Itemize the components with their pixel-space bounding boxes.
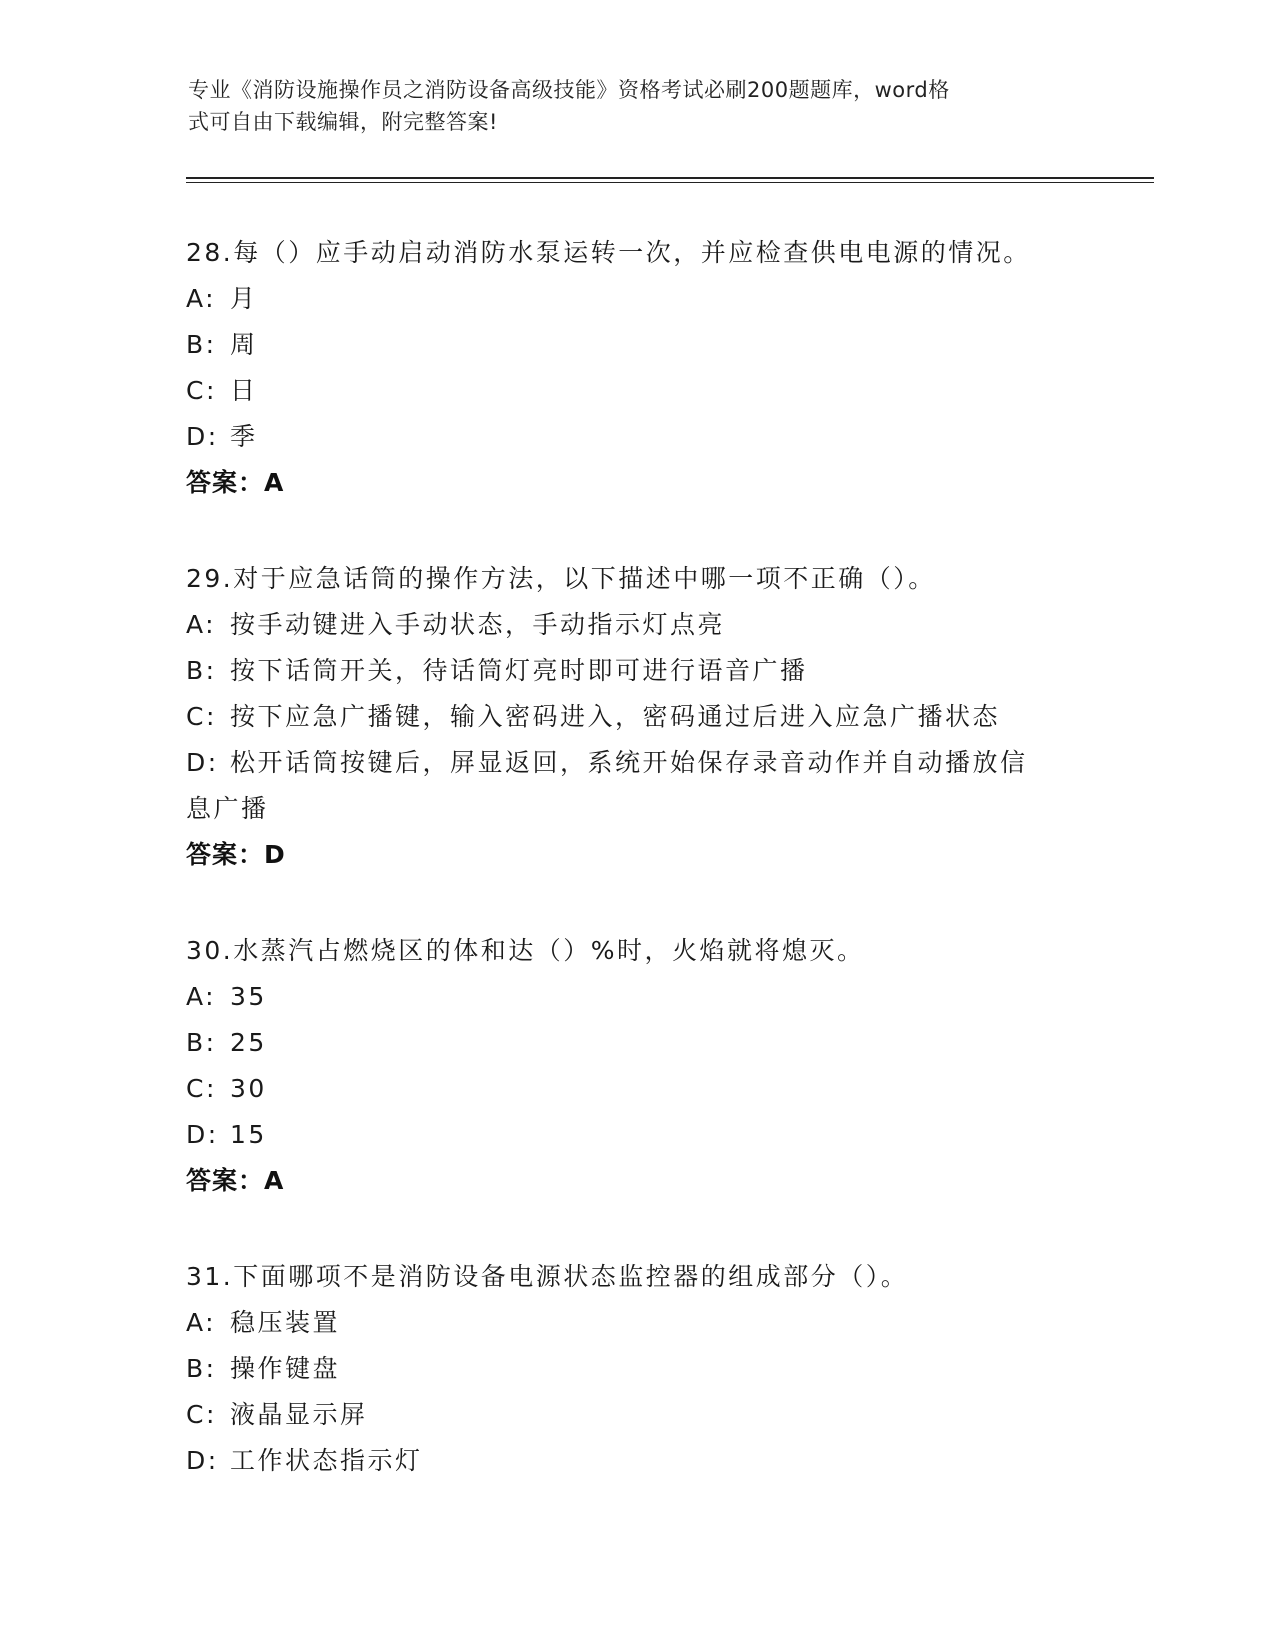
option-c <box>186 694 1086 740</box>
question-list <box>186 230 1086 1534</box>
option-text: 35 <box>230 982 267 1011</box>
option-b <box>186 648 1086 694</box>
option-d <box>186 740 1086 786</box>
option-letter: C: <box>186 1074 217 1103</box>
document-header <box>188 74 1088 138</box>
option-letter: B: <box>186 1354 217 1383</box>
option-a <box>186 1300 1086 1346</box>
option-b <box>186 1020 1086 1066</box>
option-c <box>186 1392 1086 1438</box>
option-letter: C: <box>186 1400 217 1429</box>
option-text: 按手动键进入手动状态，手动指示灯点亮 <box>230 610 726 639</box>
option-a <box>186 276 1086 322</box>
option-letter: B: <box>186 656 217 685</box>
option-letter: D: <box>186 1120 219 1149</box>
option-letter: A: <box>186 1308 217 1337</box>
option-b <box>186 1346 1086 1392</box>
question-stem: 28.每（）应手动启动消防水泵运转一次，并应检查供电电源的情况。 <box>186 238 1031 267</box>
option-letter: D: <box>186 422 219 451</box>
header-line-1: 专业《消防设施操作员之消防设备高级技能》资格考试必刷200题题库，word格 <box>188 78 950 102</box>
question-stem: 31.下面哪项不是消防设备电源状态监控器的组成部分（）。 <box>186 1262 909 1291</box>
option-text: 季 <box>230 422 258 451</box>
option-letter: A: <box>186 284 217 313</box>
option-c <box>186 1066 1086 1112</box>
option-text: 松开话筒按键后，屏显返回，系统开始保存录音动作并自动播放信 <box>230 748 1028 777</box>
option-letter: C: <box>186 702 217 731</box>
option-d <box>186 1438 1086 1484</box>
answer-line: 答案：D <box>186 840 286 869</box>
option-a <box>186 602 1086 648</box>
option-text: 液晶显示屏 <box>230 1400 368 1429</box>
option-text: 日 <box>230 376 258 405</box>
option-letter: C: <box>186 376 217 405</box>
option-b <box>186 322 1086 368</box>
option-letter: A: <box>186 982 217 1011</box>
option-text: 月 <box>230 284 258 313</box>
option-text: 25 <box>230 1028 267 1057</box>
question-29 <box>186 556 1086 878</box>
header-divider-thin <box>186 182 1154 183</box>
option-d-continuation: 息广播 <box>186 794 269 823</box>
option-text: 按下应急广播键，输入密码进入，密码通过后进入应急广播状态 <box>230 702 1001 731</box>
option-letter: B: <box>186 330 217 359</box>
question-30 <box>186 928 1086 1204</box>
option-a <box>186 974 1086 1020</box>
option-letter: D: <box>186 748 219 777</box>
question-stem: 30.水蒸汽占燃烧区的体和达（）%时，火焰就将熄灭。 <box>186 936 865 965</box>
option-c <box>186 368 1086 414</box>
question-31 <box>186 1254 1086 1484</box>
header-divider-thick <box>186 177 1154 179</box>
question-stem: 29.对于应急话筒的操作方法，以下描述中哪一项不正确（）。 <box>186 564 936 593</box>
question-28 <box>186 230 1086 506</box>
header-line-2: 式可自由下载编辑，附完整答案! <box>188 110 498 134</box>
option-text: 工作状态指示灯 <box>230 1446 423 1475</box>
option-text: 15 <box>230 1120 267 1149</box>
option-text: 按下话筒开关，待话筒灯亮时即可进行语音广播 <box>230 656 808 685</box>
option-d <box>186 1112 1086 1158</box>
option-d <box>186 414 1086 460</box>
option-text: 稳压装置 <box>230 1308 341 1337</box>
option-text: 30 <box>230 1074 267 1103</box>
option-text: 操作键盘 <box>230 1354 341 1383</box>
option-letter: A: <box>186 610 217 639</box>
answer-line: 答案：A <box>186 1166 285 1195</box>
answer-line: 答案：A <box>186 468 285 497</box>
option-text: 周 <box>230 330 258 359</box>
option-letter: B: <box>186 1028 217 1057</box>
option-letter: D: <box>186 1446 219 1475</box>
